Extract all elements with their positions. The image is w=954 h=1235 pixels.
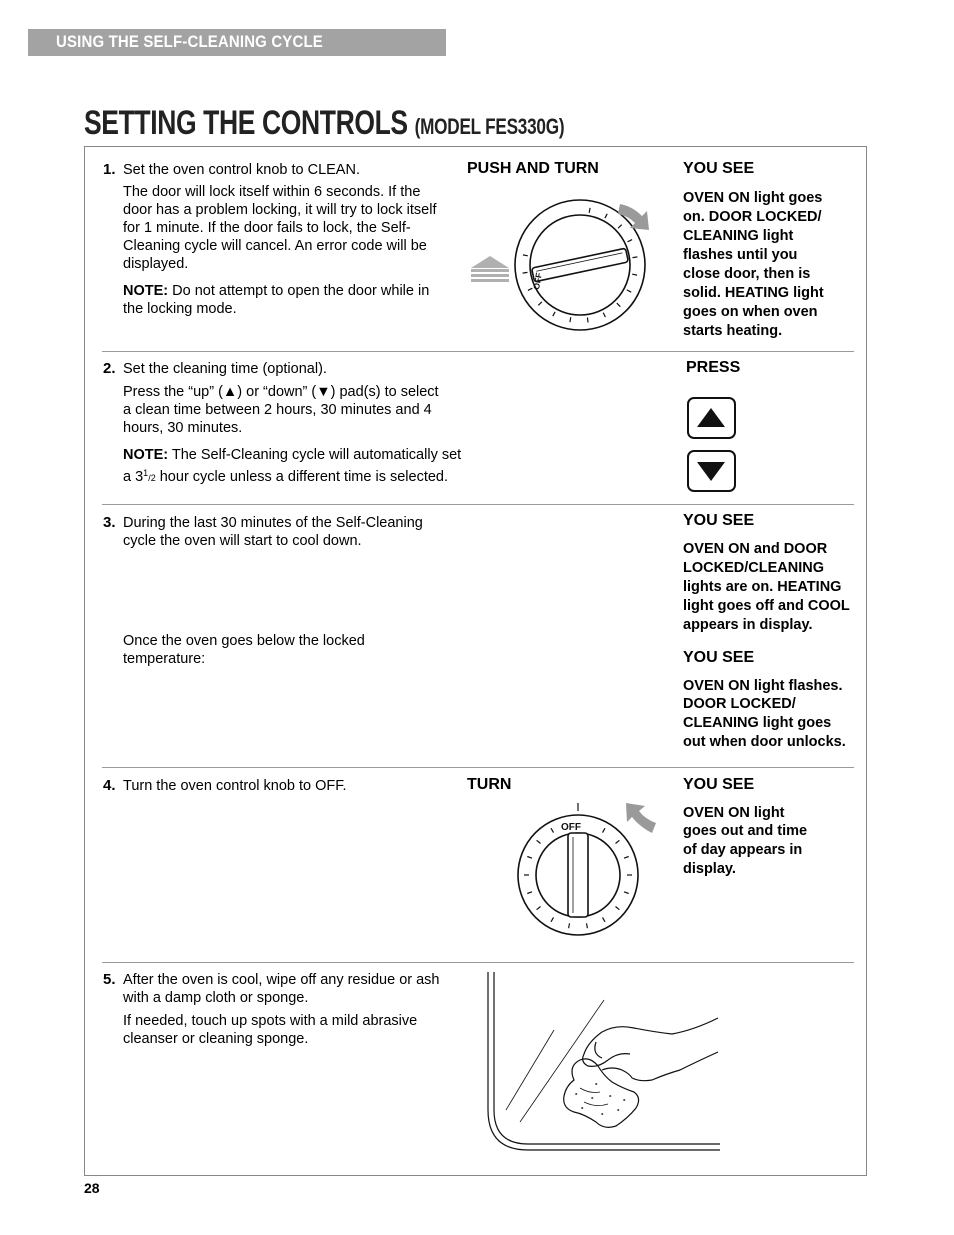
step-1-body-line: for 1 minute. If the door fails to lock, the Self- <box>123 220 411 236</box>
note-label: NOTE: <box>123 447 169 463</box>
you-see-line: LOCKED/CLEANING <box>683 560 824 576</box>
you-see-line: on. DOOR LOCKED/ <box>683 209 822 225</box>
you-see-line: goes on when oven <box>683 304 818 320</box>
oven-control-knob-off <box>505 795 665 945</box>
you-see-line: close door, then is <box>683 266 811 282</box>
step-2-note <box>123 446 461 464</box>
page-title <box>84 104 564 143</box>
step-3-second-line: Once the oven goes below the locked <box>123 633 365 649</box>
knob-handle <box>568 833 588 917</box>
step-3-number: 3. <box>103 514 116 531</box>
step-5-body-line: cleanser or cleaning sponge. <box>123 1031 309 1047</box>
step-divider <box>102 504 854 505</box>
you-see-line: starts heating. <box>683 323 783 339</box>
step-3-intro-line: During the last 30 minutes of the Self-Cleaning <box>123 515 423 531</box>
note-text: The Self-Cleaning cycle will automatically set <box>168 447 462 463</box>
step-1-body-line: displayed. <box>123 256 189 272</box>
step-1-body-line: door has a problem locking, it will try to lock itself <box>123 202 437 218</box>
raise-arrow-icon <box>471 256 509 282</box>
up-pad-button[interactable] <box>687 397 736 439</box>
fraction-numerator: 1 <box>143 468 149 478</box>
step-4-number: 4. <box>103 777 116 794</box>
section-header-bar <box>28 29 446 56</box>
up-arrow-icon <box>689 399 733 437</box>
you-see-line: appears in display. <box>683 617 813 633</box>
you-see-line: lights are on. HEATING <box>683 579 842 595</box>
press-heading: PRESS <box>686 359 741 376</box>
step-divider <box>102 962 854 963</box>
dial-tick <box>587 318 588 323</box>
note-text: Do not attempt to open the door while in <box>168 283 430 299</box>
you-see-line: flashes until you <box>683 247 798 263</box>
step-5-body-line: If needed, touch up spots with a mild abrasive <box>123 1013 418 1029</box>
you-see-line: DOOR LOCKED/ <box>683 696 796 712</box>
step-1-number: 1. <box>103 161 116 178</box>
step-4-intro: Turn the oven control knob to OFF. <box>123 778 347 794</box>
you-see-line: CLEANING light goes <box>683 715 832 731</box>
you-see-line: light goes off and COOL <box>683 598 850 614</box>
step-3-you-see-heading: YOU SEE <box>683 512 755 529</box>
turn-heading: TURN <box>467 776 512 793</box>
step-5-intro-line: After the oven is cool, wipe off any residue or ash <box>123 972 440 988</box>
step-4-you-see-heading: YOU SEE <box>683 776 755 793</box>
you-see-line: OVEN ON light flashes. <box>683 678 843 694</box>
step-5-intro-line: with a damp cloth or sponge. <box>123 990 309 1006</box>
step-1-body-line: The door will lock itself within 6 seconds. If the <box>123 184 421 200</box>
step-3-intro-line: cycle the oven will start to cool down. <box>123 533 362 549</box>
step-3-second-line: temperature: <box>123 651 206 667</box>
step-2-body-line: hours, 30 minutes. <box>123 420 243 436</box>
step-2-intro: Set the cleaning time (optional). <box>123 361 327 377</box>
oven-control-knob-clean <box>466 190 656 330</box>
page-number: 28 <box>84 1180 100 1196</box>
step-2-body-line: Press the “up” (▲) or “down” (▼) pad(s) to select <box>123 384 439 400</box>
hand-icon <box>583 1018 718 1081</box>
step-1-note-line: the locking mode. <box>123 301 237 317</box>
turn-arrow-icon <box>626 803 656 833</box>
step-5-number: 5. <box>103 971 116 988</box>
step-1-body-line: Cleaning cycle will cancel. An error code will be <box>123 238 427 254</box>
step-2-number: 2. <box>103 360 116 377</box>
you-see-line: OVEN ON light goes <box>683 190 823 206</box>
knob-off-label: OFF <box>561 822 581 833</box>
step-1-note <box>123 282 429 300</box>
you-see-line: display. <box>683 861 736 877</box>
down-arrow-icon <box>689 452 733 490</box>
step-divider <box>102 767 854 768</box>
section-label: USING THE SELF-CLEANING CYCLE <box>56 32 323 51</box>
step-1-intro: Set the oven control knob to CLEAN. <box>123 162 360 178</box>
step-1-you-see-heading: YOU SEE <box>683 160 755 177</box>
page-title-model: (MODEL FES330G) <box>414 114 565 139</box>
you-see-line: CLEANING light <box>683 228 794 244</box>
you-see-line: solid. HEATING light <box>683 285 824 301</box>
you-see-line: out when door unlocks. <box>683 734 846 750</box>
you-see-line: of day appears in <box>683 842 803 858</box>
step-2-body-line: a clean time between 2 hours, 30 minutes and 4 <box>123 402 432 418</box>
you-see-line: goes out and time <box>683 823 808 839</box>
dial-tick <box>523 272 528 273</box>
step-2-note-line-2: a $3^1/2$ hour cycle unless a different time is selected. <box>123 468 449 485</box>
down-pad-button[interactable] <box>687 450 736 492</box>
wiping-oven-illustration <box>484 970 724 1155</box>
note-text-pre: a 3 <box>123 469 144 485</box>
you-see-line: OVEN ON and DOOR <box>683 541 828 557</box>
note-label: NOTE: <box>123 283 169 299</box>
dial-tick <box>633 257 638 258</box>
knob-off-label: OFF <box>531 271 544 291</box>
step-divider <box>102 351 854 352</box>
cloth-icon <box>564 1059 639 1127</box>
step-3-you-see-heading-2: YOU SEE <box>683 649 755 666</box>
fraction-denominator: 2 <box>150 473 156 483</box>
page-title-main: SETTING THE CONTROLS <box>84 104 408 142</box>
note-text-post: hour cycle unless a different time is selected. <box>155 469 449 485</box>
you-see-line: OVEN ON light <box>683 805 785 821</box>
push-and-turn-heading: PUSH AND TURN <box>467 160 599 177</box>
